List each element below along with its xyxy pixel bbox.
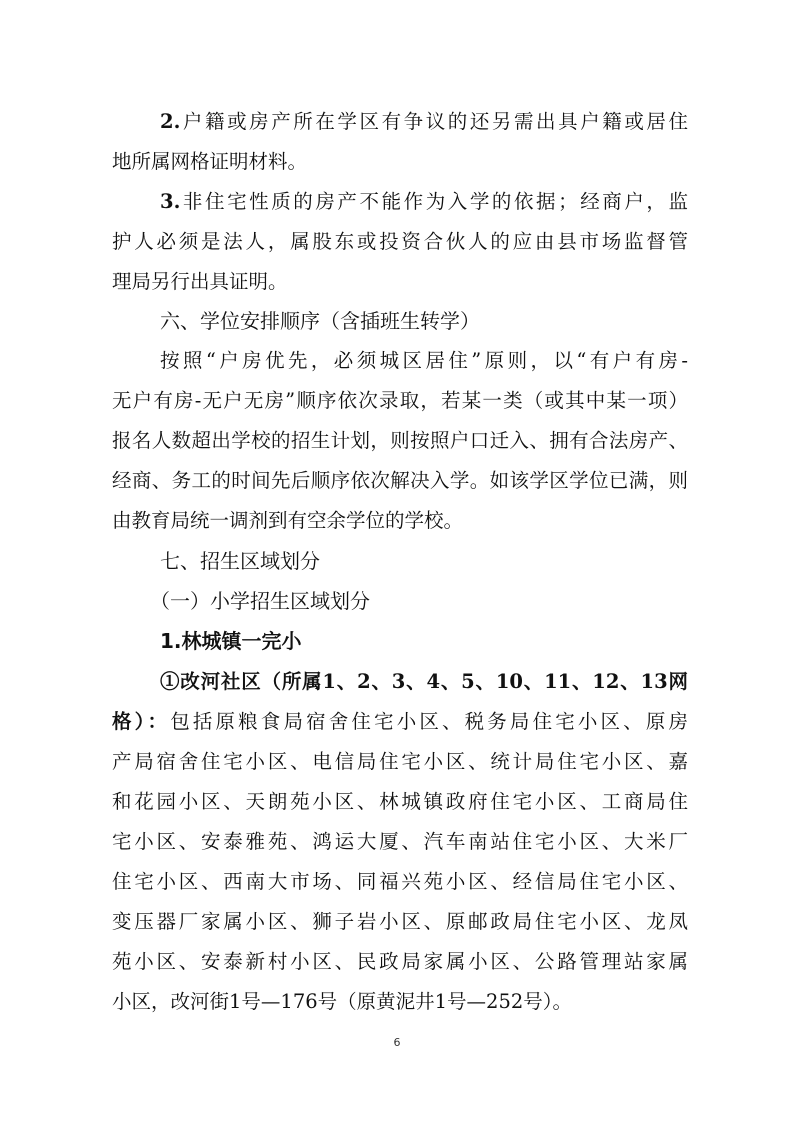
area-1-line-2 bbox=[112, 708, 688, 736]
paragraph-1-text-1: 户籍或房产所在学区有争议的还另需出具户籍或居住 bbox=[180, 110, 688, 133]
paragraph-2-line-1 bbox=[160, 188, 688, 216]
paragraph-2-line-3: 理局另行出具证明。 bbox=[112, 270, 288, 293]
paragraph-3-line-4: 经商、务工的时间先后顺序依次解决入学。如该学区学位已满，则 bbox=[112, 469, 688, 492]
paragraph-3-line-3: 报名人数超出学校的招生计划，则按照户口迁入、拥有合法房产、 bbox=[112, 429, 688, 452]
paragraph-2-line-2: 护人必须是法人，属股东或投资合伙人的应由县市场监督管 bbox=[112, 230, 688, 253]
paragraph-1-line-1 bbox=[160, 108, 688, 136]
area-1-line-7: 变压器厂家属小区、狮子岩小区、原邮政局住宅小区、龙凤 bbox=[112, 910, 688, 933]
paragraph-3-line-1: 按照“户房优先，必须城区居住”原则，以“有户有房- bbox=[160, 349, 688, 372]
paragraph-2-text-1: 非住宅性质的房产不能作为入学的依据；经商户，监 bbox=[180, 190, 688, 213]
area-1-line-1: ①改河社区（所属1、2、3、4、5、10、11、12、13网 bbox=[160, 670, 688, 693]
item-number-3: 3. bbox=[160, 190, 181, 213]
area-1-line-4: 和花园小区、天朗苑小区、林城镇政府住宅小区、工商局住 bbox=[112, 790, 688, 813]
school-heading-1: 1.林城镇一完小 bbox=[160, 629, 302, 653]
section-heading-7: 七、招生区域划分 bbox=[160, 549, 320, 573]
paragraph-3-line-2: 无户有房-无户无房”顺序依次录取，若某一类（或其中某一项） bbox=[112, 389, 688, 412]
area-1-line-8: 苑小区、安泰新村小区、民政局家属小区、公路管理站家属 bbox=[112, 950, 688, 973]
area-1-line-3: 产局宿舍住宅小区、电信局住宅小区、统计局住宅小区、嘉 bbox=[112, 750, 688, 773]
subsection-heading-1: （一）小学招生区域划分 bbox=[150, 589, 370, 613]
area-1-line-6: 住宅小区、西南大市场、同福兴苑小区、经信局住宅小区、 bbox=[112, 870, 688, 893]
area-1-label-tail: 格）： bbox=[112, 710, 171, 733]
area-1-line-5: 宅小区、安泰雅苑、鸿运大厦、汽车南站住宅小区、大米厂 bbox=[112, 830, 688, 853]
paragraph-3-line-5: 由教育局统一调剂到有空余学位的学校。 bbox=[112, 509, 464, 532]
paragraph-1-line-2: 地所属网格证明材料。 bbox=[112, 150, 308, 173]
section-heading-6: 六、学位安排顺序（含插班生转学） bbox=[160, 309, 480, 333]
item-number-2: 2. bbox=[160, 110, 181, 133]
area-1-text-2: 包括原粮食局宿舍住宅小区、税务局住宅小区、原房 bbox=[170, 710, 688, 733]
page-number: 6 bbox=[393, 1036, 401, 1049]
area-1-line-9: 小区，改河街1号—176号（原黄泥井1号—252号）。 bbox=[112, 990, 573, 1013]
